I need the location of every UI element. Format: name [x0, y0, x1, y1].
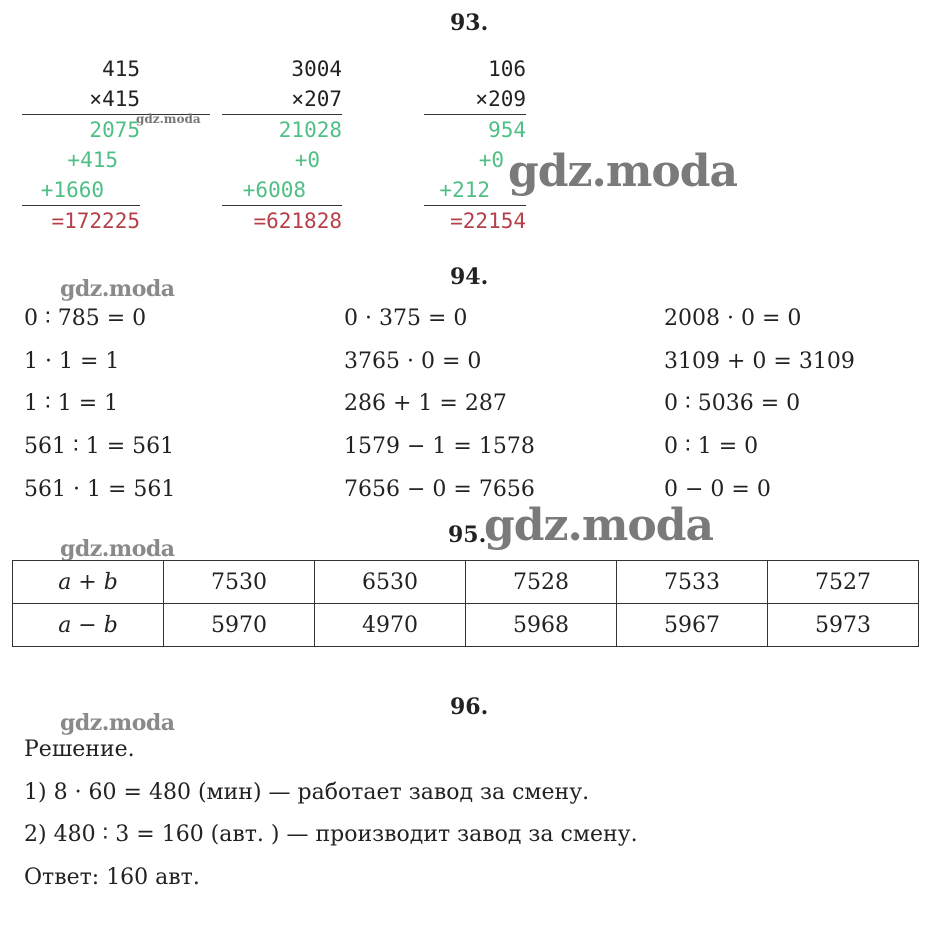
- solution-step: 2) 480 ∶ 3 = 160 (авт. ) — производит завод за смену.: [24, 822, 638, 847]
- partial-product: +0: [478, 148, 504, 172]
- equation: 3765 · 0 = 0: [344, 349, 482, 374]
- equation: 1579 − 1 = 1578: [344, 434, 535, 459]
- multiplier: ×209: [475, 87, 526, 111]
- equation: 286 + 1 = 287: [344, 391, 507, 416]
- answer: Ответ: 160 авт.: [24, 865, 200, 890]
- multiplication-2: [222, 54, 342, 236]
- table-cell: 7527: [768, 561, 919, 604]
- solution-step: 1) 8 · 60 = 480 (мин) — работает завод за смену.: [24, 780, 590, 805]
- watermark: gdz.moda: [508, 146, 738, 197]
- task-93-heading: 93.: [450, 10, 489, 36]
- watermark: gdz.moda: [60, 536, 175, 562]
- equation: 0 ∶ 5036 = 0: [664, 391, 801, 416]
- partial-product: +6008: [242, 178, 306, 202]
- multiplication-3: [424, 54, 526, 236]
- solution-label: Решение.: [24, 737, 135, 762]
- task-94-heading: 94.: [450, 264, 489, 290]
- watermark: gdz.moda: [136, 112, 201, 126]
- table-cell: 5967: [617, 604, 768, 647]
- equation: 0 · 375 = 0: [344, 306, 468, 331]
- watermark: gdz.moda: [60, 710, 175, 736]
- equation: 7656 − 0 = 7656: [344, 477, 535, 502]
- equation: 3109 + 0 = 3109: [664, 349, 855, 374]
- partial-product: 954: [488, 118, 526, 142]
- product-result: =172225: [51, 209, 140, 233]
- partial-product: +0: [294, 148, 320, 172]
- task-96-heading: 96.: [450, 694, 489, 720]
- table-cell: 4970: [315, 604, 466, 647]
- partial-product: +212: [439, 178, 490, 202]
- multiplication-1: [22, 54, 140, 236]
- partial-product: 2075: [89, 118, 140, 142]
- table-cell: 5973: [768, 604, 919, 647]
- multiplicand: 3004: [291, 57, 342, 81]
- table-cell: 7530: [164, 561, 315, 604]
- equation: 0 ∶ 785 = 0: [24, 306, 147, 331]
- equation: 561 ∶ 1 = 561: [24, 434, 175, 459]
- watermark: gdz.moda: [60, 276, 175, 302]
- equation: 1 · 1 = 1: [24, 349, 120, 374]
- table-row: [13, 561, 919, 604]
- table-cell: 7528: [466, 561, 617, 604]
- row-label: a + b: [13, 561, 164, 604]
- table-cell: 5970: [164, 604, 315, 647]
- equation: 0 − 0 = 0: [664, 477, 771, 502]
- table-cell: 6530: [315, 561, 466, 604]
- table-cell: 5968: [466, 604, 617, 647]
- multiplier: ×415: [89, 87, 140, 111]
- equation: 0 ∶ 1 = 0: [664, 434, 759, 459]
- partial-product: +415: [67, 148, 118, 172]
- row-label: a − b: [13, 604, 164, 647]
- equation: 2008 · 0 = 0: [664, 306, 802, 331]
- values-table: [12, 560, 919, 647]
- task-95-heading: 95.: [448, 522, 487, 548]
- multiplier: ×207: [291, 87, 342, 111]
- partial-product: 21028: [278, 118, 342, 142]
- product-result: =621828: [253, 209, 342, 233]
- multiplicand: 415: [102, 57, 140, 81]
- table-row: [13, 604, 919, 647]
- equation: 1 ∶ 1 = 1: [24, 391, 119, 416]
- equation: 561 · 1 = 561: [24, 477, 176, 502]
- watermark: gdz.moda: [484, 500, 714, 551]
- product-result: =22154: [450, 209, 526, 233]
- table-cell: 7533: [617, 561, 768, 604]
- multiplicand: 106: [488, 57, 526, 81]
- partial-product: +1660: [40, 178, 104, 202]
